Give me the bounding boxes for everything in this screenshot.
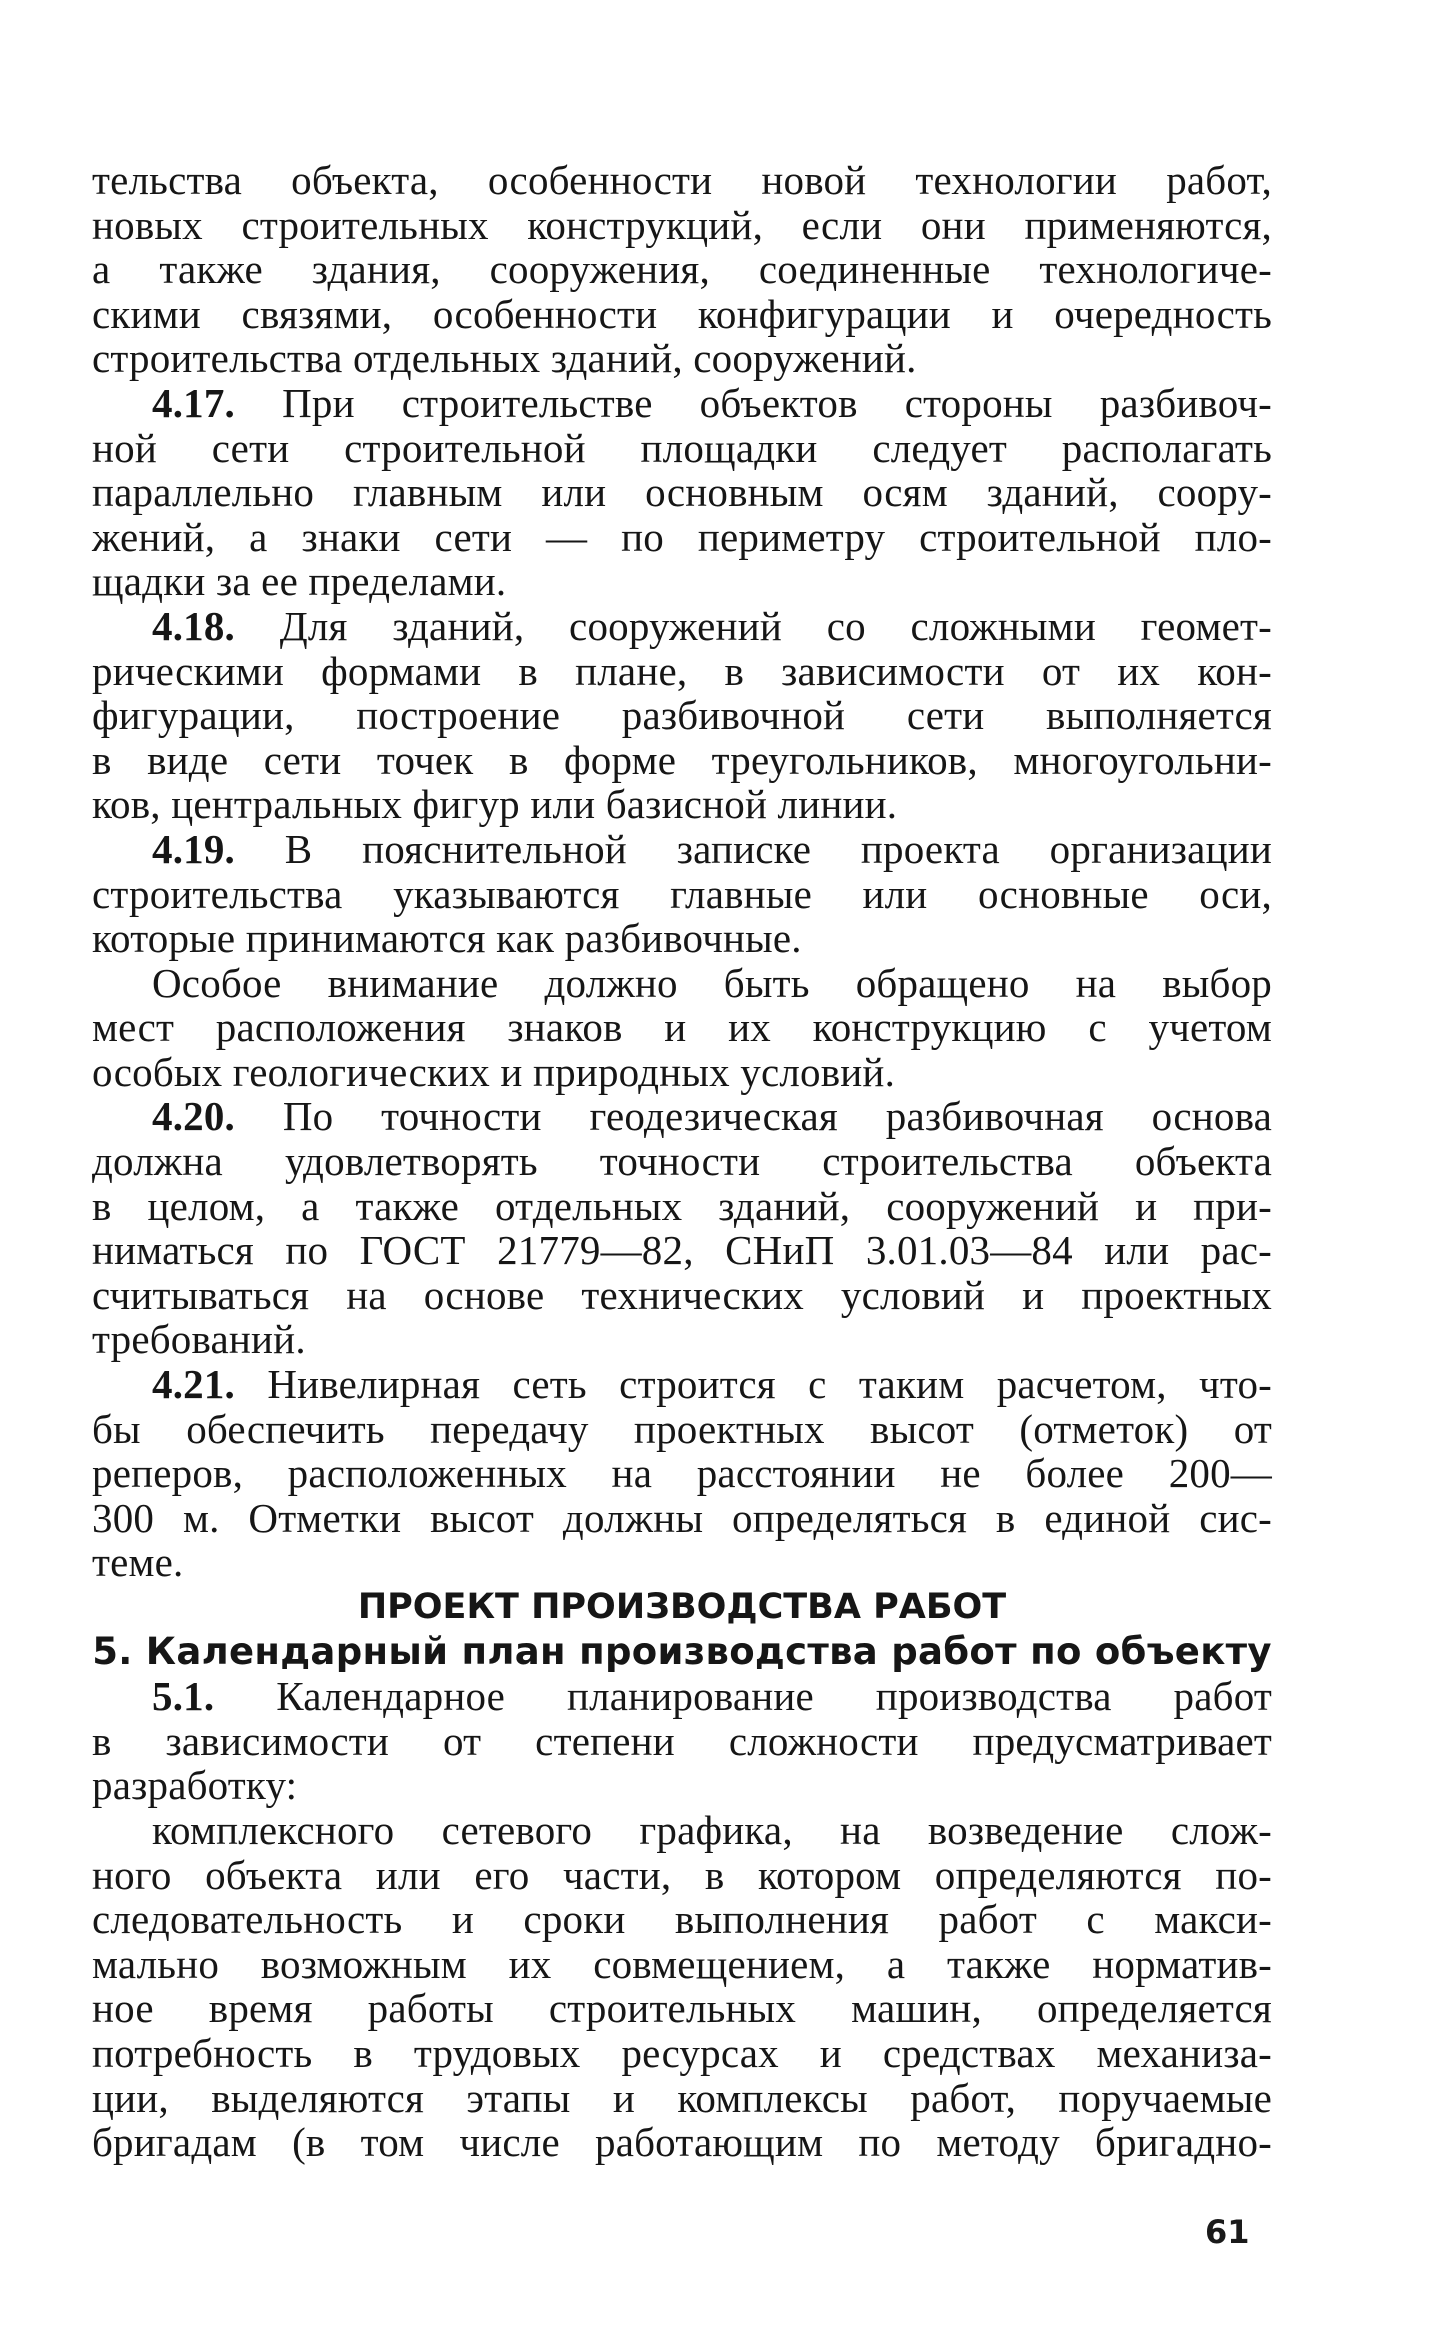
text-line: реперов, расположенных на расстоянии не более 200— bbox=[92, 1450, 1272, 1497]
text-line: строительства указываются главные или основные оси, bbox=[92, 870, 1272, 917]
text-line: 300 м. Отметки высот должны определяться в единой сис- bbox=[92, 1494, 1272, 1541]
text-line: Особое внимание должно быть обращено на выбор bbox=[152, 959, 1272, 1006]
text-line: ное время работы строительных машин, определяется bbox=[92, 1985, 1272, 2032]
text-line: считываться на основе технических условий и проектных bbox=[92, 1271, 1272, 1318]
text-line: которые принимаются как разбивочные. bbox=[92, 915, 802, 962]
text-line: ков, центральных фигур или базисной линии. bbox=[92, 781, 898, 828]
text-line: скими связями, особенности конфигурации и очередность bbox=[92, 290, 1272, 337]
clause-4-19-line bbox=[92, 827, 1272, 872]
clause-number: 4.17. bbox=[152, 379, 235, 426]
page-number: 61 bbox=[1205, 2213, 1250, 2251]
text-line: Календарное планирование производства работ bbox=[276, 1673, 1272, 1720]
text-line: следовательность и сроки выполнения работ с макси- bbox=[92, 1896, 1272, 1943]
text-line: В пояснительной записке проекта организации bbox=[284, 825, 1272, 872]
clause-number: 4.19. bbox=[152, 825, 235, 872]
document-page bbox=[92, 158, 1272, 2165]
clause-number: 4.18. bbox=[152, 602, 235, 649]
text-line: строительства отдельных зданий, сооружений. bbox=[92, 335, 917, 382]
text-line: жений, а знаки сети — по периметру строительной пло- bbox=[92, 513, 1272, 560]
chapter-heading: 5. Календарный план производства работ по объекту bbox=[92, 1629, 1272, 1673]
text-line: в целом, а также отдельных зданий, сооружений и при- bbox=[92, 1182, 1272, 1229]
clause-5-1-line bbox=[92, 1674, 1272, 1719]
text-line: При строительстве объектов стороны разбивоч- bbox=[282, 379, 1273, 426]
clause-4-20-line bbox=[92, 1094, 1272, 1139]
clause-number: 5.1. bbox=[152, 1673, 215, 1720]
text-line: разработку: bbox=[92, 1762, 298, 1809]
text-line: бы обеспечить передачу проектных высот (отметок) от bbox=[92, 1405, 1272, 1452]
section-heading: ПРОЕКТ ПРОИЗВОДСТВА РАБОТ bbox=[357, 1587, 1007, 1627]
text-line: тельства объекта, особенности новой технологии работ, bbox=[92, 157, 1272, 203]
text-line: в виде сети точек в форме треугольников, многоугольни- bbox=[92, 736, 1272, 783]
text-line: ции, выделяются этапы и комплексы работ, поручаемые bbox=[92, 2074, 1272, 2121]
text-line: новых строительных конструкций, если они применяются, bbox=[92, 201, 1272, 248]
text-line: в зависимости от степени сложности предусматривает bbox=[92, 1717, 1272, 1764]
text-line: ной сети строительной площадки следует располагать bbox=[92, 424, 1272, 471]
text-line: параллельно главным или основным осям зданий, соору- bbox=[92, 469, 1272, 516]
text-line: щадки за ее пределами. bbox=[92, 558, 507, 605]
text-line: должна удовлетворять точности строительства объекта bbox=[92, 1138, 1272, 1185]
text-line: Для зданий, сооружений со сложными геомет- bbox=[279, 602, 1272, 649]
clause-number: 4.20. bbox=[152, 1093, 235, 1140]
text-line: бригадам (в том числе работающим по методу бригадно- bbox=[92, 2119, 1272, 2166]
text-line: рическими формами в плане, в зависимости от их кон- bbox=[92, 647, 1272, 694]
text-line: теме. bbox=[92, 1539, 184, 1586]
text-line: мест расположения знаков и их конструкцию с учетом bbox=[92, 1004, 1272, 1051]
text-line: требований. bbox=[92, 1316, 306, 1363]
clause-4-18-line bbox=[92, 604, 1272, 649]
text-line: потребность в трудовых ресурсах и средствах механиза- bbox=[92, 2029, 1272, 2076]
clause-4-21-line bbox=[92, 1362, 1272, 1407]
text-line: комплексного сетевого графика, на возведение слож- bbox=[152, 1806, 1272, 1853]
text-line: ниматься по ГОСТ 21779—82, СНиП 3.01.03—84 или рас- bbox=[92, 1227, 1272, 1274]
clause-4-17-line bbox=[92, 381, 1272, 426]
text-line: особых геологических и природных условий. bbox=[92, 1048, 896, 1095]
text-line: фигурации, построение разбивочной сети выполняется bbox=[92, 692, 1272, 739]
text-line: а также здания, сооружения, соединенные технологиче- bbox=[92, 246, 1272, 293]
text-line: Нивелирная сеть строится с таким расчетом, что- bbox=[267, 1361, 1273, 1408]
text-line: По точности геодезическая разбивочная основа bbox=[282, 1093, 1272, 1140]
text-line: ного объекта или его части, в котором определяются по- bbox=[92, 1851, 1272, 1898]
clause-number: 4.21. bbox=[152, 1361, 235, 1408]
text-line: мально возможным их совмещением, а также норматив- bbox=[92, 1940, 1272, 1987]
